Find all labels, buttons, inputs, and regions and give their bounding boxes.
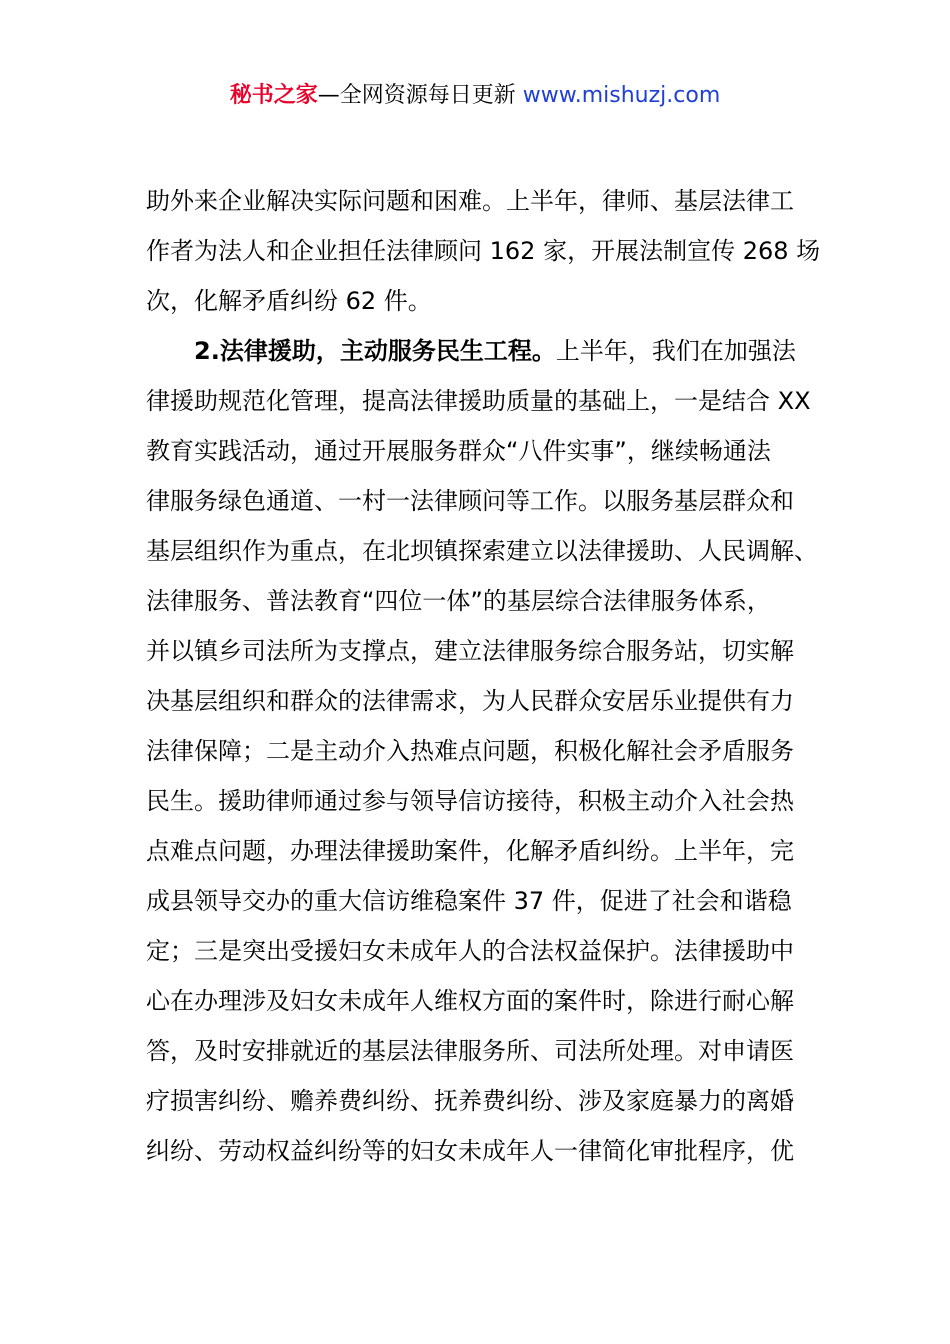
text-line: 法律保障；二是主动介入热难点问题，积极化解社会矛盾服务: [146, 737, 794, 765]
text-line: 民生。援助律师通过参与领导信访接待，积极主动介入社会热: [146, 787, 794, 815]
text-line: 律援助规范化管理，提高法律援助质量的基础上，一是结合 XX: [146, 387, 811, 415]
header-tagline: —全网资源每日更新: [317, 83, 516, 108]
paragraph-first-line: [146, 326, 866, 376]
text-line: 律服务绿色通道、一村一法律顾问等工作。以服务基层群众和: [146, 487, 794, 515]
text-line: 答，及时安排就近的基层法律服务所、司法所处理。对申请医: [146, 1037, 794, 1065]
text-line: 成县领导交办的重大信访维稳案件 37 件，促进了社会和谐稳: [146, 887, 792, 915]
text-line: 助外来企业解决实际问题和困难。上半年，律师、基层法律工: [146, 187, 794, 215]
document-body: [146, 176, 866, 1176]
text-line: 纠纷、劳动权益纠纷等的妇女未成年人一律简化审批程序，优: [146, 1137, 794, 1165]
text-line: 并以镇乡司法所为支撑点，建立法律服务综合服务站，切实解: [146, 637, 794, 665]
text-fragment: 上半年，我们在加强法: [555, 337, 796, 365]
text-line: 教育实践活动，通过开展服务群众“八件实事”，继续畅通法: [146, 437, 771, 465]
site-url-link[interactable]: www.mishuzj.com: [522, 83, 721, 108]
text-line: 作者为法人和企业担任法律顾问 162 家，开展法制宣传 268 场: [146, 237, 821, 265]
text-line: 基层组织作为重点，在北坝镇探索建立以法律援助、人民调解、: [146, 537, 818, 565]
section-heading: 2.法律援助，主动服务民生工程。: [194, 337, 556, 365]
brand-name: 秘书之家: [229, 83, 318, 108]
text-line: 定；三是突出受援妇女未成年人的合法权益保护。法律援助中: [146, 937, 794, 965]
site-header: [0, 80, 950, 112]
text-line: 点难点问题，办理法律援助案件，化解矛盾纠纷。上半年，完: [146, 837, 794, 865]
text-line: 疗损害纠纷、赡养费纠纷、抚养费纠纷、涉及家庭暴力的离婚: [146, 1087, 794, 1115]
text-line: 决基层组织和群众的法律需求，为人民群众安居乐业提供有力: [146, 687, 794, 715]
text-line: 心在办理涉及妇女未成年人维权方面的案件时，除进行耐心解: [146, 987, 794, 1015]
text-line: 次，化解矛盾纠纷 62 件。: [146, 287, 432, 315]
text-line: 法律服务、普法教育“四位一体”的基层综合法律服务体系，: [146, 587, 771, 615]
